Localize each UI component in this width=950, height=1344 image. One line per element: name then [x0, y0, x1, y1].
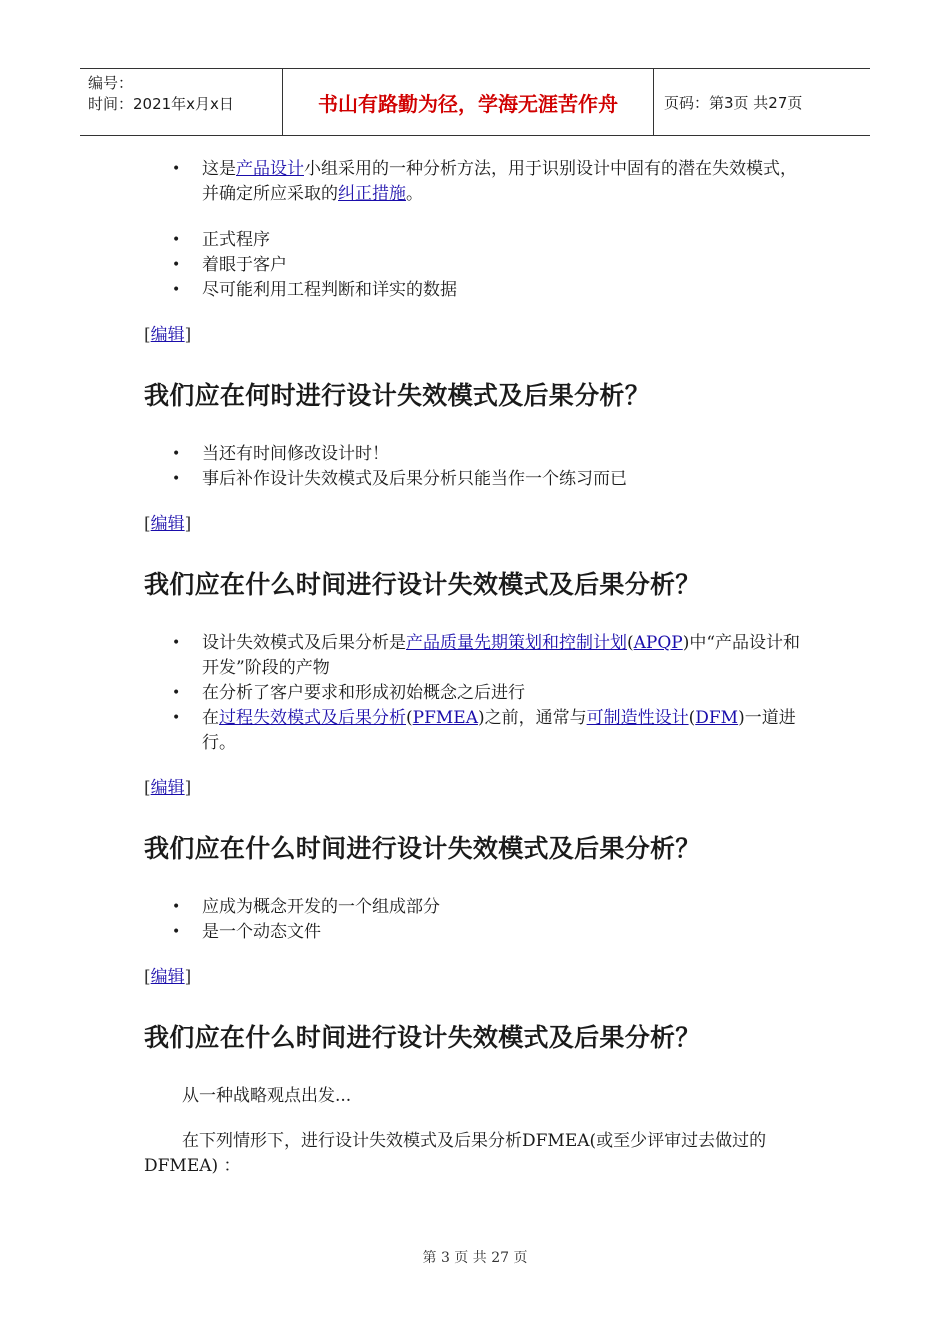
paragraph: 在下列情形下，进行设计失效模式及后果分析DFMEA(或至少评审过去做过的DFMEA) ：	[144, 1131, 767, 1176]
list-item: • 当还有时间修改设计时！	[144, 442, 804, 467]
page-header	[80, 68, 870, 136]
apqp-abbr-link[interactable]: APQP	[633, 633, 683, 653]
list-item: • 在过程失效模式及后果分析(PFMEA)之前，通常与可制造性设计(DFM)一道进行。	[144, 706, 804, 756]
section1-list	[144, 442, 804, 492]
header-meta	[80, 69, 282, 135]
list-item: • 着眼于客户	[144, 253, 804, 278]
list-item: • 这是产品设计小组采用的一种分析方法，用于识别设计中固有的潜在失效模式，并确定所应采取的纠正措施。	[144, 157, 804, 207]
section-title-4: 我们应在什么时间进行设计失效模式及后果分析？	[144, 1023, 701, 1052]
list-item: • 在分析了客户要求和形成初始概念之后进行	[144, 681, 804, 706]
header-motto: 书山有路勤为径，学海无涯苦作舟	[282, 69, 654, 135]
time-label: 时间：2021年x月x日	[88, 95, 234, 113]
list-item: • 尽可能利用工程判断和详实的数据	[144, 278, 804, 303]
pfmea-link[interactable]: 过程失效模式及后果分析	[219, 708, 406, 728]
section3-list	[144, 895, 804, 945]
dfm-link[interactable]: 可制造性设计	[586, 708, 689, 728]
header-page-label: 页码：第3页 共27页	[664, 93, 803, 112]
apqp-link[interactable]: 产品质量先期策划和控制计划	[406, 633, 627, 653]
section2-list	[144, 631, 804, 756]
page-footer: 第 3 页 共 27 页	[422, 1250, 528, 1266]
edit-link-row-3: [编辑]	[144, 778, 192, 798]
edit-link-row-4: [编辑]	[144, 967, 192, 987]
section-title-2: 我们应在什么时间进行设计失效模式及后果分析？	[144, 570, 701, 599]
list-item: • 是一个动态文件	[144, 920, 804, 945]
paragraph: 从一种战略观点出发...	[182, 1086, 352, 1106]
edit-link[interactable]: 编辑	[150, 967, 185, 987]
list-item: • 设计失效模式及后果分析是产品质量先期策划和控制计划(APQP)中“产品设计和开发”阶段的产物	[144, 631, 804, 681]
product-design-link[interactable]: 产品设计	[236, 159, 304, 179]
section-title-1: 我们应在何时进行设计失效模式及后果分析？	[144, 381, 651, 410]
list-item: • 事后补作设计失效模式及后果分析只能当作一个练习而已	[144, 467, 804, 492]
edit-link[interactable]: 编辑	[150, 778, 185, 798]
edit-link[interactable]: 编辑	[150, 325, 185, 345]
document-body	[144, 157, 804, 1179]
edit-link-row-1: [编辑]	[144, 325, 192, 345]
pfmea-abbr-link[interactable]: PFMEA	[412, 708, 478, 728]
corrective-action-link[interactable]: 纠正措施	[338, 184, 406, 204]
edit-link-row-2: [编辑]	[144, 514, 192, 534]
list-item: • 正式程序	[144, 228, 804, 253]
edit-link[interactable]: 编辑	[150, 514, 185, 534]
number-label: 编号：	[88, 74, 134, 92]
list-item: • 应成为概念开发的一个组成部分	[144, 895, 804, 920]
intro-list	[144, 157, 804, 207]
dfm-abbr-link[interactable]: DFM	[695, 708, 739, 728]
section-title-3: 我们应在什么时间进行设计失效模式及后果分析？	[144, 834, 701, 863]
intro-list-2	[144, 228, 804, 303]
